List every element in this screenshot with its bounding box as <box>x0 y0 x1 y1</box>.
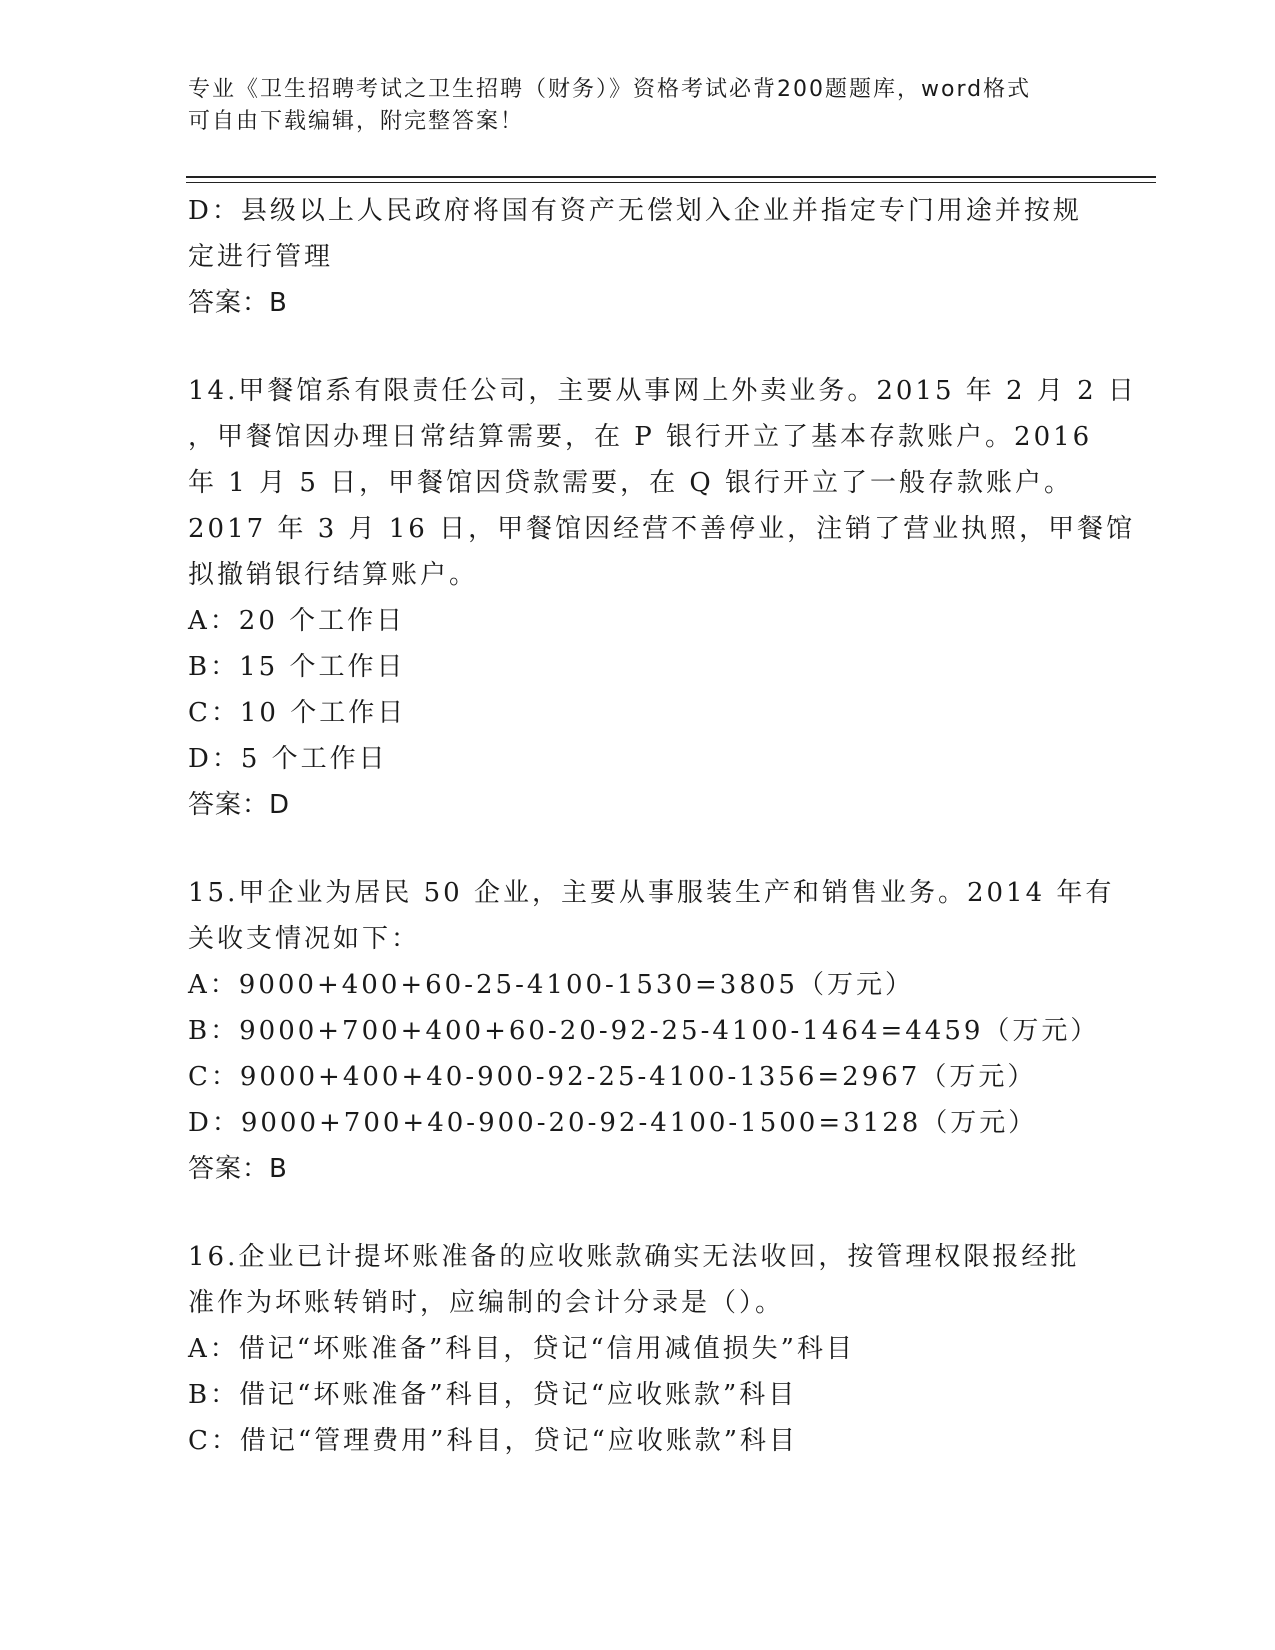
header-line-2: 可自由下载编辑，附完整答案！ <box>188 109 525 134</box>
question-13-tail <box>188 188 1088 326</box>
header-line-1: 专业《卫生招聘考试之卫生招聘（财务）》资格考试必背200题题库，word格式 <box>188 77 1032 102</box>
option-d: D：5 个工作日 <box>188 744 388 774</box>
question-stem-line: 年 1 月 5 日，甲餐馆因贷款需要，在 Q 银行开立了一般存款账户。 <box>188 468 1073 498</box>
question-stem-line: 14.甲餐馆系有限责任公司，主要从事网上外卖业务。2015 年 2 月 2 日 <box>188 376 1137 406</box>
option-a: A：9000+400+60-25-4100-1530=3805（万元） <box>188 970 914 1000</box>
option-c: C：10 个工作日 <box>188 698 407 728</box>
option-d: D：县级以上人民政府将国有资产无偿划入企业并指定专门用途并按规 <box>188 196 1082 226</box>
answer-line: 答案：B <box>188 288 288 318</box>
question-14 <box>188 368 1137 828</box>
option-c: C：借记“管理费用”科目，贷记“应收账款”科目 <box>188 1426 799 1456</box>
document-header <box>188 74 1088 138</box>
answer-line: 答案：D <box>188 790 291 820</box>
question-stem-line: 拟撤销银行结算账户。 <box>188 560 479 590</box>
question-stem-line: 2017 年 3 月 16 日，甲餐馆因经营不善停业，注销了营业执照，甲餐馆 <box>188 514 1136 544</box>
answer-line: 答案：B <box>188 1154 288 1184</box>
option-d: D：9000+700+40-900-20-92-4100-1500=3128（万元） <box>188 1108 1038 1138</box>
header-divider-thin <box>186 182 1156 183</box>
option-d-continued: 定进行管理 <box>188 242 334 272</box>
question-stem-line: 16.企业已计提坏账准备的应收账款确实无法收回，按管理权限报经批 <box>188 1242 1080 1272</box>
question-stem-line: 关收支情况如下： <box>188 924 421 954</box>
option-b: B：15 个工作日 <box>188 652 406 682</box>
header-divider-thick <box>186 176 1156 178</box>
option-a: A：20 个工作日 <box>188 606 406 636</box>
option-c: C：9000+400+40-900-92-25-4100-1356=2967（万元） <box>188 1062 1037 1092</box>
question-15 <box>188 870 1115 1192</box>
option-a: A：借记“坏账准备”科目，贷记“信用减值损失”科目 <box>188 1334 855 1364</box>
question-stem-line: 15.甲企业为居民 50 企业，主要从事服装生产和销售业务。2014 年有 <box>188 878 1115 908</box>
option-b: B：借记“坏账准备”科目，贷记“应收账款”科目 <box>188 1380 798 1410</box>
document-body <box>188 188 1137 1464</box>
question-stem-line: ，甲餐馆因办理日常结算需要，在 P 银行开立了基本存款账户。2016 <box>188 422 1093 452</box>
question-stem-line: 准作为坏账转销时，应编制的会计分录是（）。 <box>188 1288 785 1318</box>
question-16 <box>188 1234 1088 1464</box>
option-b: B：9000+700+400+60-20-92-25-4100-1464=4459（万元） <box>188 1016 1100 1046</box>
